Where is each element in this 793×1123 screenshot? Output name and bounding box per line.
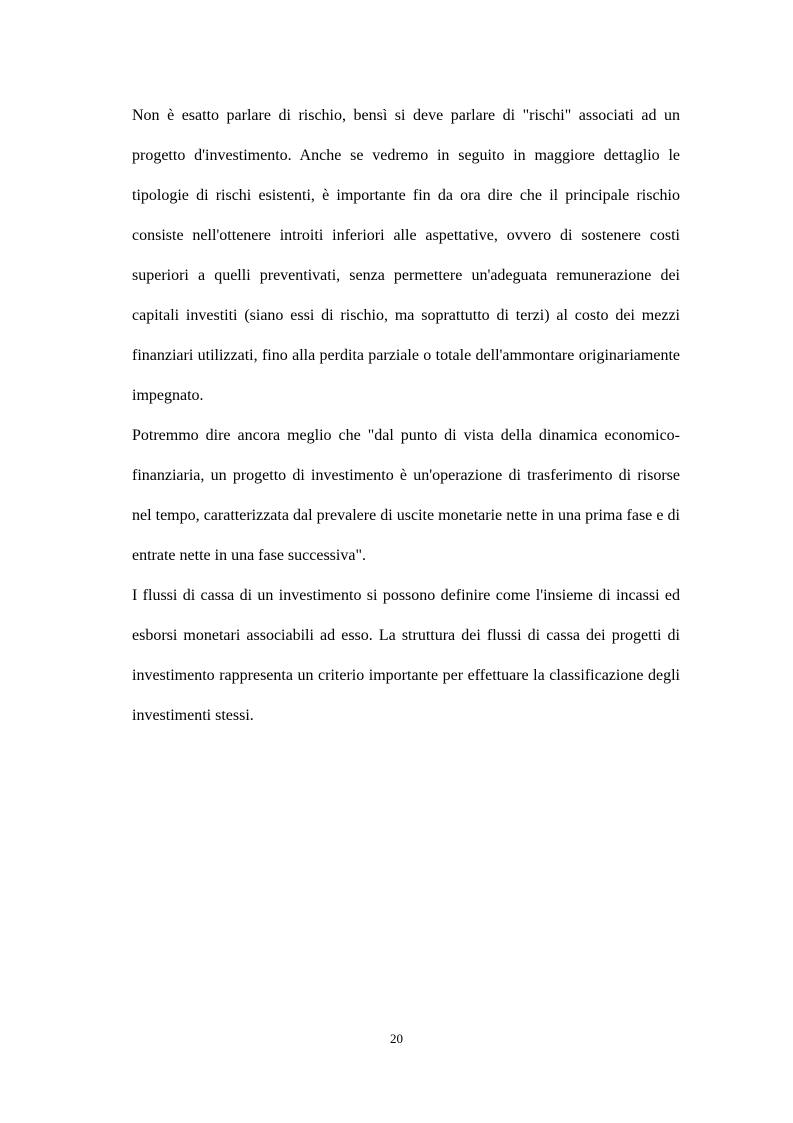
paragraph-definizione-investimento: Potremmo dire ancora meglio che "dal punto di vista della dinamica economico-finanziaria, un progetto di investimento è un'operazione di trasferimento di risorse nel tempo, caratterizzata dal prevalere di uscite monetarie nette in una prima fase e di entrate nette in una fase successiva". (132, 427, 680, 564)
paragraph-flussi-di-cassa: I flussi di cassa di un investimento si possono definire come l'insieme di incassi ed esborsi monetari associabili ad esso. La struttura dei flussi di cassa dei progetti di investimento rappresenta un criterio importante per effettuare la classificazione degli investimenti stessi. (132, 587, 680, 724)
page-number: 20 (390, 1031, 403, 1046)
body-text (132, 96, 680, 736)
paragraph-rischi: Non è esatto parlare di rischio, bensì si deve parlare di "rischi" associati ad un progetto d'investimento. Anche se vedremo in seguito in maggiore dettaglio le tipologie di rischi esistenti, è importante fin da ora dire che il principale rischio consiste nell'ottenere introiti inferiori alle aspettative, ovvero di sostenere costi superiori a quelli preventivati, senza permettere un'adeguata remunerazione dei capitali investiti (siano essi di rischio, ma soprattutto di terzi) al costo dei mezzi finanziari utilizzati, fino alla perdita parziale o totale dell'ammontare originariamente impegnato. (132, 107, 680, 404)
